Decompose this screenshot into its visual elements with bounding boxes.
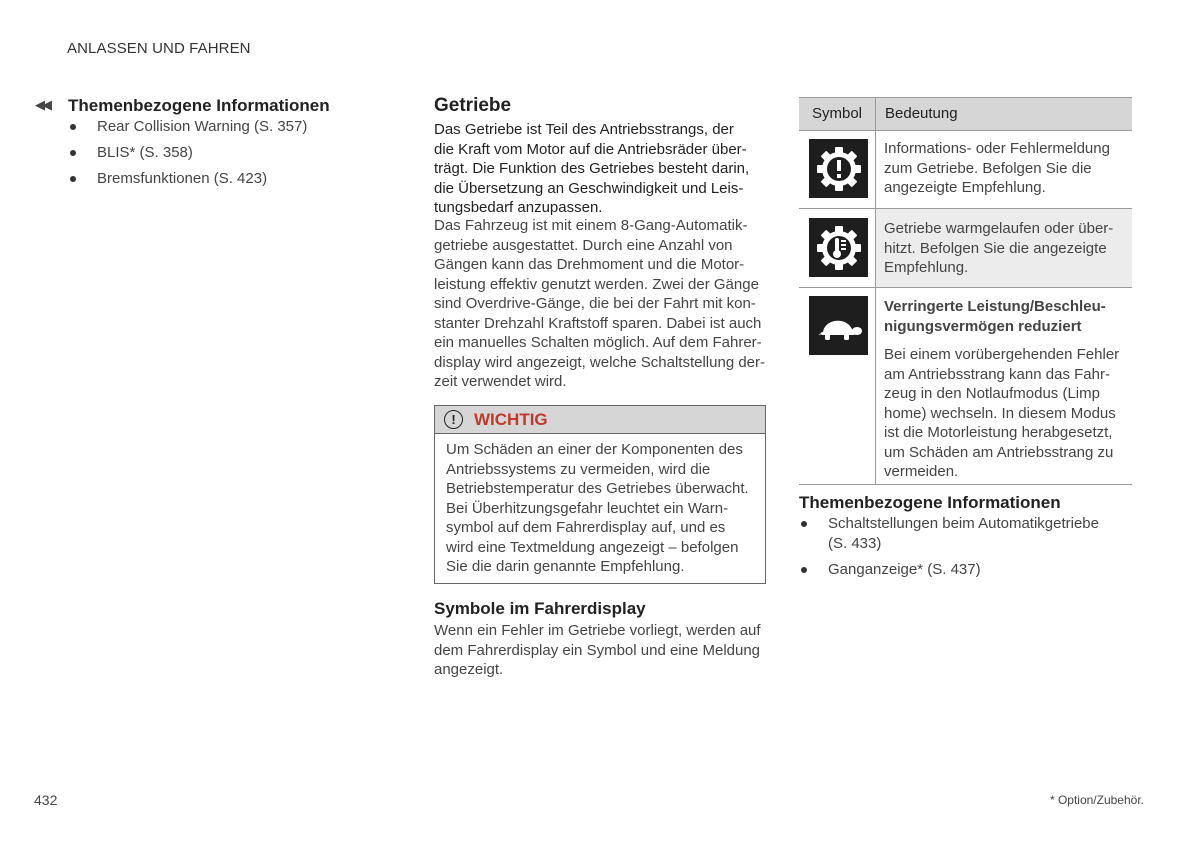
- warning-title: WICHTIG: [474, 410, 548, 429]
- row-title: Verringerte Leistung/Beschleu- nigungsvermögen reduziert: [884, 298, 1106, 335]
- turtle-icon: [809, 296, 868, 355]
- gear-temperature-icon: [809, 218, 868, 277]
- section-heading: Getriebe: [434, 95, 512, 116]
- body-paragraph: Das Fahrzeug ist mit einem 8-Gang-Automatik- getriebe ausgestattet. Durch eine Anzahl von Gängen kann das Drehmoment und die Motor- leistung effektiv genutzt werden. Zwei der Gänge sind Overdrive-Gänge, die bei der Fahrt mit kon- stanter Drehzahl Kraftstoff sparen. Dabei ist auch ein manuelles Schalten möglich. Auf dem Fahrer- display wird angezeigt, welche Schaltstellung der- zeit verwendet wird.: [434, 217, 766, 390]
- bullet-icon: [70, 150, 76, 156]
- warning-header: [435, 406, 765, 434]
- column-header-symbol: Symbol: [812, 105, 863, 122]
- related-info-list: [799, 514, 1129, 582]
- exclamation-icon: !: [444, 410, 463, 429]
- related-info-title: Themenbezogene Informationen: [799, 493, 1061, 512]
- symbols-heading: Symbole im Fahrerdisplay: [434, 599, 646, 618]
- table-row: Getriebe warmgelaufen oder über- hitzt. Befolgen Sie die angezeigte Empfehlung.: [799, 209, 1132, 288]
- related-link[interactable]: Bremsfunktionen (S. 423): [68, 169, 368, 195]
- bullet-icon: [70, 124, 76, 130]
- page-header: ANLASSEN UND FAHREN: [67, 40, 251, 57]
- related-link[interactable]: Ganganzeige* (S. 437): [799, 560, 1129, 582]
- warning-box: [434, 405, 766, 584]
- page-number: 432: [34, 792, 58, 808]
- table-row: Verringerte Leistung/Beschleu- nigungsvermögen reduziert Bei einem vorübergehenden Fehler am Antriebsstrang kann das Fahr- zeug in den Notlaufmodus (Limp home) wechseln. In diesem Modus ist die Motorleistung herabgesetzt, um Schäden am Antriebsstrang zu vermeiden.: [799, 288, 1132, 485]
- bullet-icon: [801, 567, 807, 573]
- table-header: [799, 97, 1132, 131]
- related-link[interactable]: BLIS* (S. 358): [68, 143, 368, 169]
- gear-warning-icon: [809, 139, 868, 198]
- warning-text: Um Schäden an einer der Komponenten des Antriebssystems zu vermeiden, wird die Betriebstemperatur des Getriebes überwacht. Bei Überhitzungsgefahr leuchtet ein Warn- symbol auf dem Fahrerdisplay auf, und es wird eine Textmeldung angezeigt – befolgen Sie die darin genannte Empfehlung.: [446, 441, 749, 575]
- bullet-icon: [801, 521, 807, 527]
- related-link[interactable]: Rear Collision Warning (S. 357): [68, 117, 368, 143]
- bullet-icon: [70, 176, 76, 182]
- column-header-meaning: Bedeutung: [885, 105, 958, 122]
- intro-paragraph: Das Getriebe ist Teil des Antriebsstrangs, der die Kraft vom Motor auf die Antriebsräder über- trägt. Die Funktion des Getriebes besteht darin, die Übersetzung an Geschwindigkeit und Leis- tungsbedarf anzupassen.: [434, 121, 750, 216]
- related-info-list: [68, 117, 368, 195]
- related-link[interactable]: Schaltstellungen beim Automatikgetriebe (S. 433): [799, 514, 1129, 560]
- symbol-table: [799, 97, 1132, 485]
- symbols-paragraph: Wenn ein Fehler im Getriebe vorliegt, werden auf dem Fahrerdisplay ein Symbol und eine Meldung angezeigt.: [434, 622, 761, 678]
- footnote: * Option/Zubehör.: [1049, 793, 1144, 807]
- table-row: Informations- oder Fehlermeldung zum Getriebe. Befolgen Sie die angezeigte Empfehlung.: [799, 131, 1132, 209]
- previous-page-icon[interactable]: ◀◀: [35, 97, 49, 112]
- related-info-title: Themenbezogene Informationen: [68, 96, 330, 115]
